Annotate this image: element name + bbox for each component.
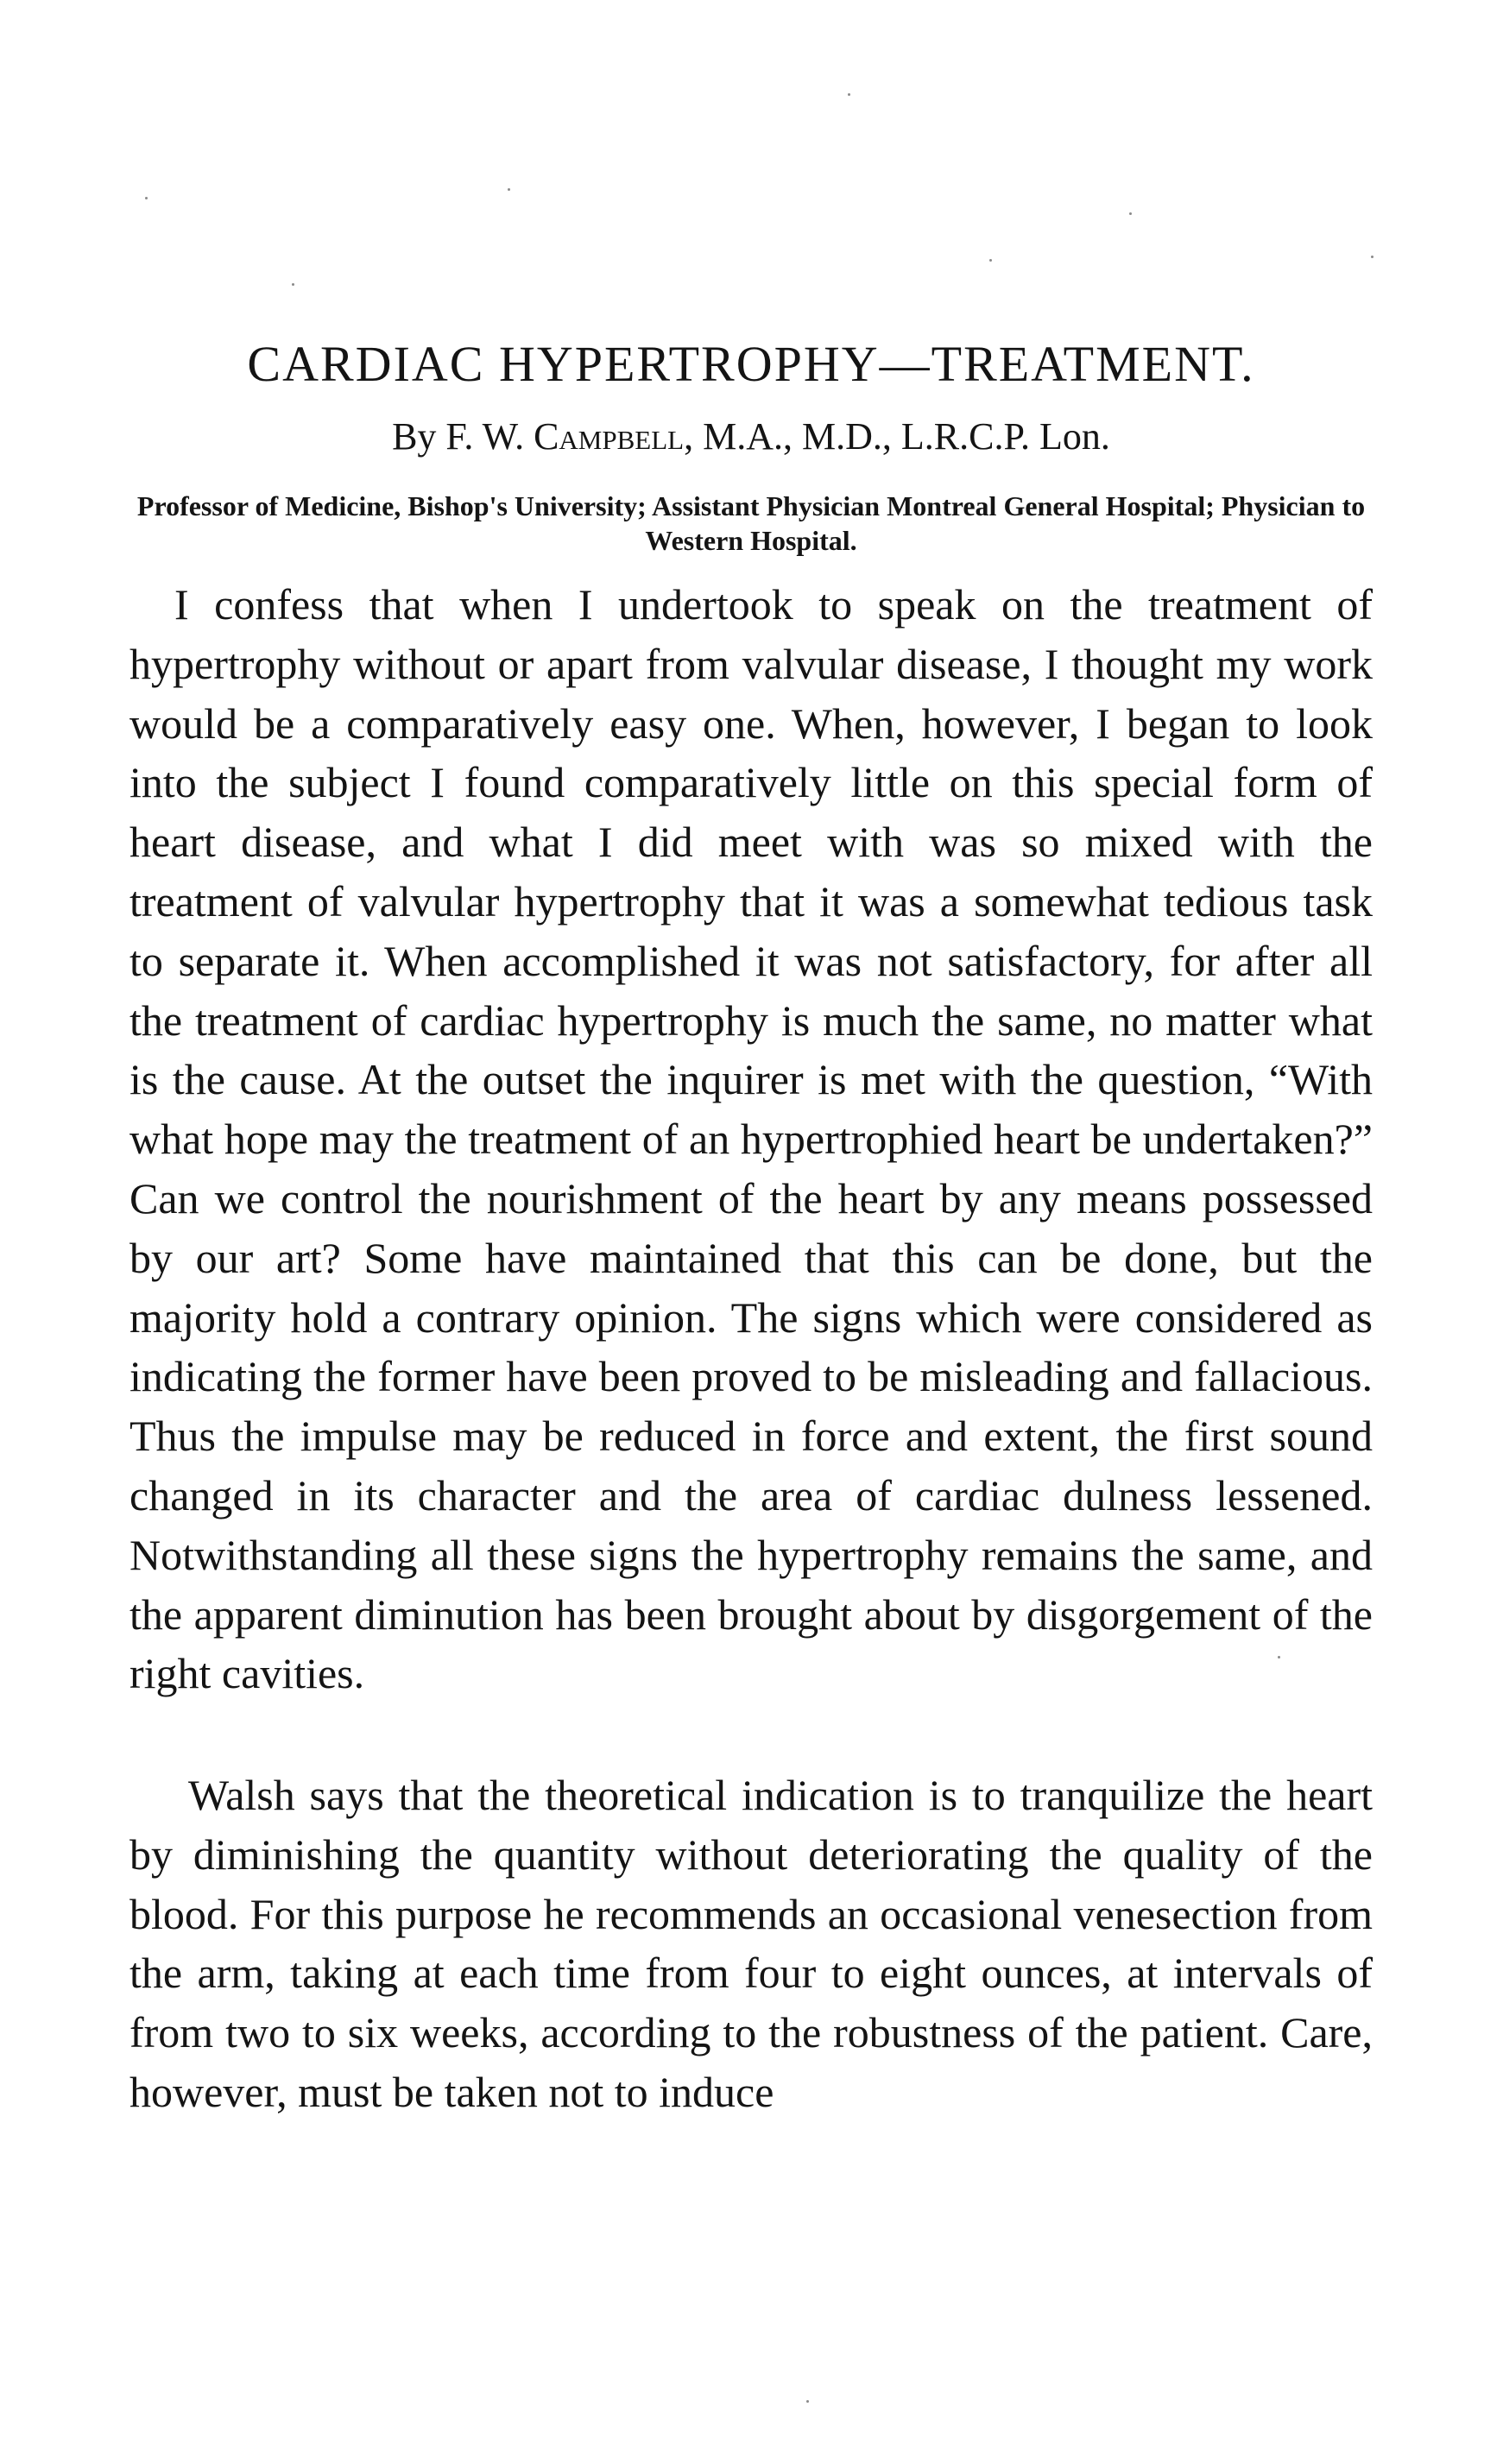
author-name: F. W. Campbell [445, 415, 685, 458]
print-speck [292, 283, 294, 286]
body-paragraph: Walsh says that the theoretical indication is to tranquilize the heart by diminishing the quantity without deteriorating the quality of the blood. For this purpose he recommends an occasional venesection from the arm, taking at each time from four to eight ounces, at intervals of from two to six weeks, according to the robustness of the patient. Care, however, must be taken not to induce [129, 1771, 1373, 2116]
print-speck [848, 93, 850, 96]
body-paragraph: I confess that when I undertook to speak on the treatment of hypertrophy without or apart from valvular disease, I thought my work would be a comparatively easy one. When, however, I began to look into the subject I found comparatively little on this special form of heart disease, and what I did meet with was so mixed with the treatment of valvular hypertrophy that it was a somewhat tedious task to separate it. When accomplished it was not satisfactory, for after all the treatment of cardiac hypertrophy is much the same, no matter what is the cause. At the outset the inquirer is met with the question, “With what hope may the treatment of an hypertrophied heart be undertaken?” Can we control the nourishment of the heart by any means possessed by our art? Some have maintained that this can be done, but the majority hold a contrary opinion. The signs which were considered as indicating the former have been proved to be misleading and fallacious. Thus the impulse may be reduced in force and extent, the first sound changed in its character and the area of cardiac dulness lessened. Notwithstanding all these signs the hypertrophy remains the same, and the apparent diminution has been brought about by disgorgement of the right cavities. [129, 580, 1373, 1698]
byline-prefix: By [392, 415, 437, 458]
author-credentials: , M.A., M.D., L.R.C.P. Lon. [684, 415, 1110, 458]
author-affiliation: Professor of Medicine, Bishop's University; Assistant Physician Montreal General Hospital; Physician to Western Hospital. [136, 490, 1366, 556]
print-speck [1371, 256, 1374, 258]
article-title: CARDIAC HYPERTROPHY—TREATMENT. [247, 336, 1255, 392]
author-byline [104, 414, 1399, 458]
print-speck [145, 197, 148, 199]
print-speck [989, 259, 992, 262]
print-speck [1129, 212, 1132, 215]
print-speck [806, 2400, 809, 2403]
print-speck [508, 188, 510, 191]
